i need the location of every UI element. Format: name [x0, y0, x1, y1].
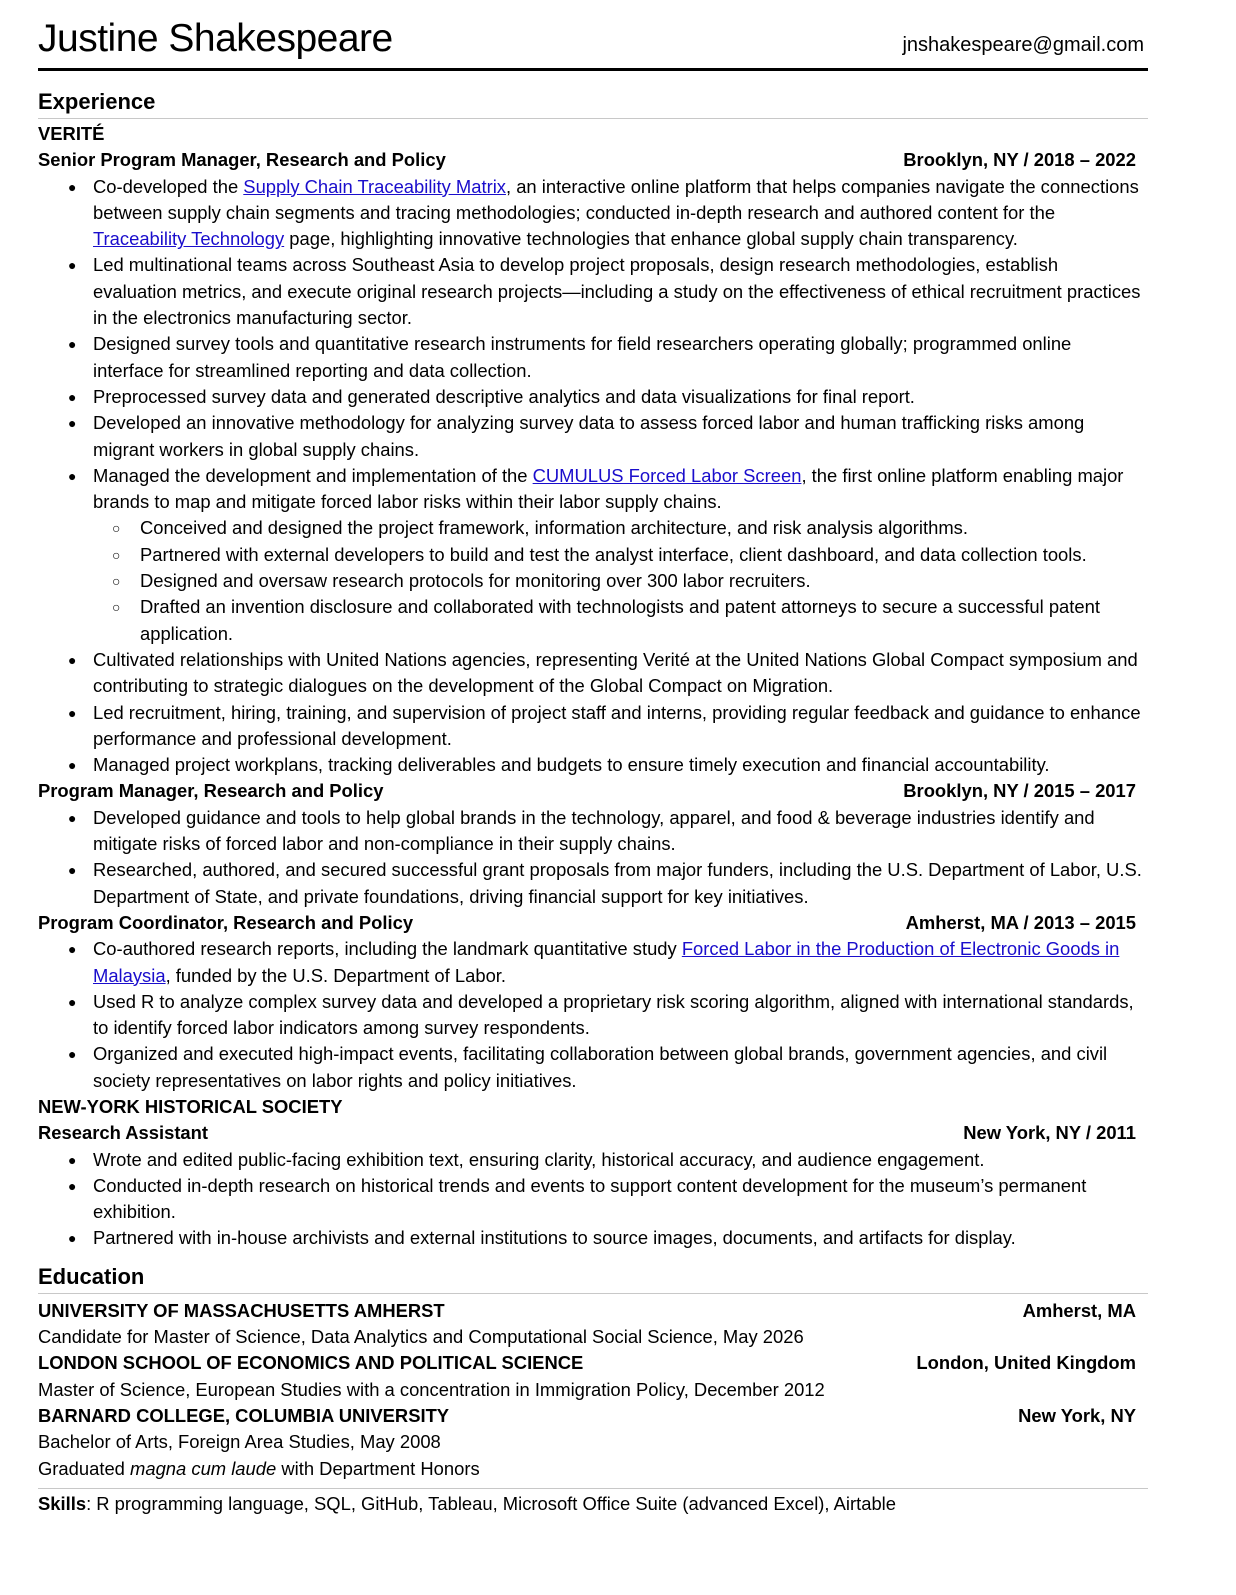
bullet-list [38, 1147, 1148, 1252]
skills-line [38, 1488, 1148, 1517]
education-school-row [38, 1298, 1148, 1324]
bullet-list [38, 936, 1148, 1094]
role-header [38, 910, 1148, 936]
school-location: London, United Kingdom [916, 1352, 1136, 1374]
role-location-dates: New York, NY / 2011 [963, 1122, 1136, 1144]
bullet-item: ● Co-developed the Supply Chain Traceability Matrix, an interactive online platform that helps companies navigate the connections between supply chain segments and tracing methodologies; conducted in-depth research and authored content for the Traceability Technology page, highlighting innovative technologies that enhance global supply chain transparency. [38, 174, 1148, 253]
education-school-row [38, 1350, 1148, 1376]
school-location: Amherst, MA [1022, 1299, 1136, 1321]
bullet-item: ● Led multinational teams across Southeast Asia to develop project proposals, design research methodologies, establish evaluation metrics, and execute original research projects—including a study on the effectiveness of ethical recruitment practices in the electronics manufacturing sector. [38, 252, 1148, 331]
bullet-item: ● Cultivated relationships with United Nations agencies, representing Verité at the United Nations Global Compact symposium and contributing to strategic dialogues on the development of the Global Compact on Migration. [38, 647, 1148, 700]
org-name-verite: VERITÉ [38, 123, 105, 144]
skills-label: Skills [38, 1492, 87, 1514]
email-address[interactable]: jnshakespeare@gmail.com [902, 34, 1144, 56]
sub-bullet-item: ○ Conceived and designed the project framework, information architecture, and risk analysis algorithms. [38, 515, 1144, 541]
education-heading: Education [38, 1262, 1148, 1294]
bullet-list [38, 174, 1148, 779]
school-name: LONDON SCHOOL OF ECONOMICS AND POLITICAL SCIENCE [38, 1352, 584, 1374]
link-traceability-technology[interactable]: Traceability Technology [93, 228, 285, 250]
skills-list: : R programming language, SQL, GitHub, Tableau, Microsoft Office Suite (advanced Excel), Airtable [86, 1492, 896, 1514]
bullet-list [38, 805, 1148, 910]
role-header [38, 778, 1148, 804]
education-entry [38, 1350, 1148, 1403]
bullet-item: ● Designed survey tools and quantitative research instruments for field researchers operating globally; programmed online interface for streamlined reporting and data collection. [38, 331, 1148, 384]
role-header [38, 1120, 1148, 1146]
link-supply-chain-traceability-matrix[interactable]: Supply Chain Traceability Matrix [243, 175, 506, 197]
bullet-item: ● Led recruitment, hiring, training, and supervision of project staff and interns, providing regular feedback and guidance to enhance performance and professional development. [38, 700, 1148, 753]
school-location: New York, NY [1018, 1404, 1136, 1426]
sub-bullet-item: ○ Drafted an invention disclosure and collaborated with technologists and patent attorneys to secure a successful patent application. [38, 594, 1144, 647]
role-location-dates: Amherst, MA / 2013 – 2015 [905, 911, 1136, 933]
sub-bullet-item: ○ Designed and oversaw research protocols for monitoring over 300 labor recruiters. [38, 568, 1144, 594]
honors-line: Graduated magna cum laude with Department Honors [38, 1457, 480, 1479]
org-name-nyhs: NEW-YORK HISTORICAL SOCIETY [38, 1095, 343, 1117]
link-forced-labor-electronics-malaysia[interactable]: Forced Labor in the Production of Electronic Goods in Malaysia [93, 938, 1120, 986]
role-title: Program Coordinator, Research and Policy [38, 911, 414, 933]
resume-header [38, 14, 1148, 71]
bullet-item: ● Partnered with in-house archivists and external institutions to source images, documents, and artifacts for display. [38, 1225, 1148, 1251]
bullet-item: ● Managed the development and implementation of the CUMULUS Forced Labor Screen, the first online platform enabling major brands to map and mitigate forced labor risks within their labor supply chains. ○ Conceived and designed the project framework, information architecture, and risk analysis algorithms. ○ Partnered with external developers to build and test the analyst interface, client dashboard, and data collection tools. ○ Designed and oversaw research protocols for monitoring over 300 labor recruiters. ○ Drafted an invention disclosure and collaborated with technologists and patent attorneys to secure a successful patent application. [38, 463, 1148, 647]
sub-bullet-list [93, 515, 1144, 646]
degree-line: Bachelor of Arts, Foreign Area Studies, May 2008 [38, 1431, 441, 1453]
education-entry [38, 1298, 1148, 1351]
bullet-item: ● Preprocessed survey data and generated descriptive analytics and data visualizations for final report. [38, 384, 1148, 410]
bullet-item: ● Developed guidance and tools to help global brands in the technology, apparel, and food & beverage industries identify and mitigate risks of forced labor and non-compliance in their supply chains. [38, 805, 1148, 858]
role-title: Program Manager, Research and Policy [38, 780, 384, 802]
degree-line: Candidate for Master of Science, Data Analytics and Computational Social Science, May 2026 [38, 1326, 804, 1348]
role-title: Senior Program Manager, Research and Policy [38, 149, 446, 171]
role-location-dates: Brooklyn, NY / 2018 – 2022 [903, 149, 1136, 171]
education-school-row [38, 1403, 1148, 1429]
link-cumulus-forced-labor-screen[interactable]: CUMULUS Forced Labor Screen [532, 464, 802, 486]
bullet-item: ● Used R to analyze complex survey data and developed a proprietary risk scoring algorithm, aligned with international standards, to identify forced labor indicators among survey respondents. [38, 989, 1148, 1042]
role-location-dates: Brooklyn, NY / 2015 – 2017 [903, 780, 1136, 802]
degree-line: Master of Science, European Studies with a concentration in Immigration Policy, December 2012 [38, 1378, 825, 1400]
experience-heading: Experience [38, 87, 1148, 119]
bullet-item: ● Researched, authored, and secured successful grant proposals from major funders, including the U.S. Department of Labor, U.S. Department of State, and private foundations, driving financial support for key initiatives. [38, 857, 1148, 910]
school-name: UNIVERSITY OF MASSACHUSETTS AMHERST [38, 1299, 445, 1321]
resume-page [38, 14, 1148, 1517]
education-entry [38, 1403, 1148, 1482]
candidate-name: Justine Shakespeare [38, 17, 393, 60]
bullet-item: ● Developed an innovative methodology for analyzing survey data to assess forced labor and human trafficking risks among migrant workers in global supply chains. [38, 410, 1148, 463]
bullet-item: ● Organized and executed high-impact events, facilitating collaboration between global brands, government agencies, and civil society representatives on labor rights and policy initiatives. [38, 1041, 1148, 1094]
school-name: BARNARD COLLEGE, COLUMBIA UNIVERSITY [38, 1404, 450, 1426]
bullet-item: ● Co-authored research reports, including the landmark quantitative study Forced Labor in the Production of Electronic Goods in Malaysia, funded by the U.S. Department of Labor. [38, 936, 1148, 989]
bullet-item: ● Conducted in-depth research on historical trends and events to support content development for the museum’s permanent exhibition. [38, 1173, 1148, 1226]
sub-bullet-item: ○ Partnered with external developers to build and test the analyst interface, client dashboard, and data collection tools. [38, 542, 1144, 568]
bullet-item: ● Wrote and edited public-facing exhibition text, ensuring clarity, historical accuracy, and audience engagement. [38, 1147, 1148, 1173]
role-header [38, 147, 1148, 173]
bullet-item: ● Managed project workplans, tracking deliverables and budgets to ensure timely execution and financial accountability. [38, 752, 1148, 778]
role-title: Research Assistant [38, 1122, 209, 1144]
